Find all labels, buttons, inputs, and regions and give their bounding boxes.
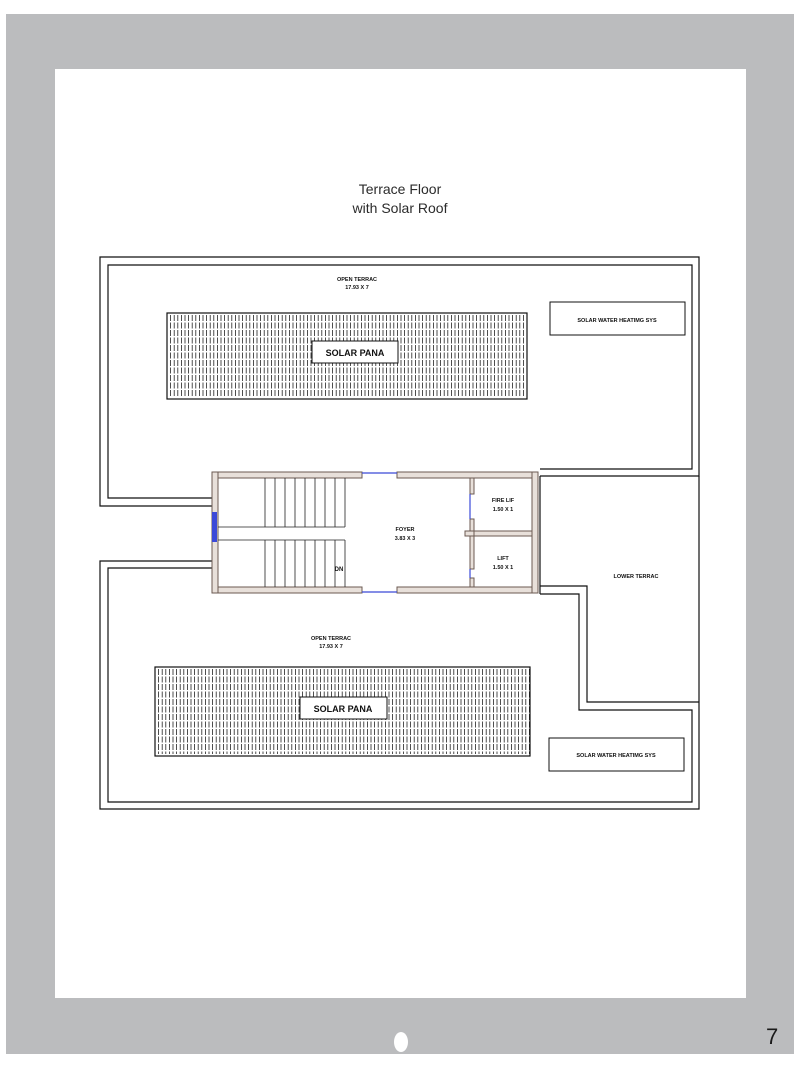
core-walls (212, 472, 538, 593)
page-indicator-dot[interactable] (394, 1032, 408, 1052)
title-line-2: with Solar Roof (352, 200, 448, 216)
stair-direction-label: DN (334, 567, 344, 573)
lift-label (493, 556, 514, 571)
foyer-name: FOYER (395, 527, 415, 533)
solar-panel-bottom (155, 667, 530, 756)
open-terrace-top-dims: 17.93 X 7 (345, 285, 369, 291)
fire-lift-dims: 1.50 X 1 (492, 507, 514, 513)
open-terrace-bottom-name: OPEN TERRAC (310, 636, 352, 642)
window (212, 512, 217, 542)
open-terrace-bottom-dims: 17.93 X 7 (319, 644, 343, 650)
lower-terrace-label: LOWER TERRAC (613, 574, 659, 580)
foyer-label (395, 527, 416, 542)
open-terrace-top-name: OPEN TERRAC (336, 277, 378, 283)
solar-water-heating-top (550, 302, 685, 335)
lift-name: LIFT (497, 556, 509, 562)
lift-dims: 1.50 X 1 (492, 565, 514, 571)
staircase (218, 478, 345, 587)
solar-water-heating-bottom (549, 738, 684, 771)
solar-panel-label-top: SOLAR PANA (325, 348, 385, 358)
solar-panel-label-bottom: SOLAR PANA (313, 704, 373, 714)
glazing (362, 473, 470, 592)
solar-panel-top (167, 313, 527, 399)
solar-water-label-top: SOLAR WATER HEATIMG SYS (577, 318, 657, 324)
fire-lift-label (492, 498, 515, 513)
open-terrace-bottom-label (311, 636, 351, 650)
solar-water-label-bottom: SOLAR WATER HEATIMG SYS (576, 753, 656, 759)
foyer-dims: 3.83 X 3 (394, 536, 416, 542)
open-terrace-top-label (337, 277, 377, 291)
title-line-1: Terrace Floor (358, 181, 442, 197)
page-number: 7 (766, 1024, 779, 1049)
fire-lift-name: FIRE LIF (491, 498, 515, 504)
